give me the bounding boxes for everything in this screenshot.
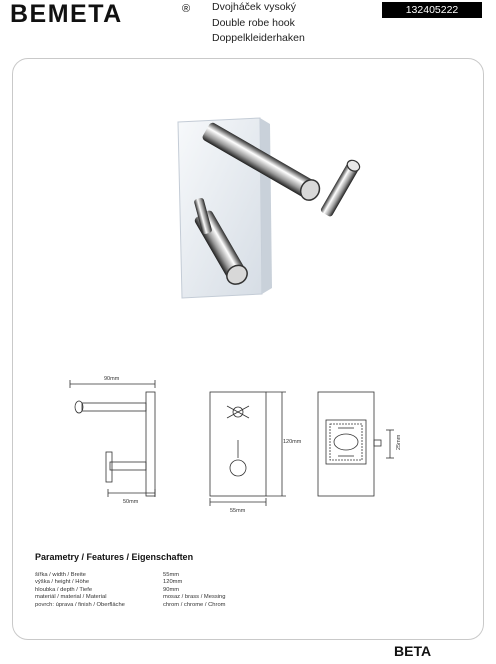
front-view — [210, 392, 286, 506]
dim-back-hole: 25mm — [396, 434, 402, 450]
title-english: Double robe hook — [212, 16, 295, 29]
dim-front-width: 55mm — [230, 508, 246, 514]
param-value: chrom / chrome / Chrom — [163, 601, 226, 608]
parameters-table — [35, 572, 295, 609]
dim-side-depth: 50mm — [123, 499, 139, 505]
dim-front-height: 120mm — [283, 439, 302, 445]
technical-drawing — [60, 370, 420, 514]
param-row — [35, 594, 295, 601]
param-value: 55mm — [163, 572, 180, 578]
param-label: výška / height / Höhe — [35, 579, 90, 586]
param-label: materiál / material / Material — [35, 594, 107, 601]
param-row — [35, 572, 295, 579]
title-czech: Dvojháček vysoký — [212, 1, 297, 13]
dim-side-width: 90mm — [104, 376, 120, 382]
bemeta-logo — [10, 0, 198, 26]
param-row — [35, 579, 295, 586]
param-value: 120mm — [163, 579, 183, 586]
series-name: BETA — [394, 643, 432, 659]
param-value: mosaz / brass / Messing — [163, 594, 226, 601]
param-value: 90mm — [163, 586, 180, 593]
product-code-badge: 132405222 — [382, 2, 482, 18]
parameters-heading: Parametry / Features / Eigenschaften — [35, 552, 194, 562]
side-view — [70, 380, 155, 497]
param-row — [35, 587, 295, 594]
param-label: hloubka / depth / Tiefe — [35, 586, 93, 593]
param-row — [35, 602, 295, 609]
product-photo — [160, 108, 360, 298]
upper-hook-pin — [320, 158, 362, 217]
back-view — [318, 392, 394, 496]
param-label: šířka / width / Breite — [35, 572, 86, 578]
brand-name: BEMETA — [10, 0, 123, 28]
product-titles — [212, 0, 382, 47]
title-german: Doppelkleiderhaken — [212, 32, 305, 44]
registered-mark: ® — [182, 3, 191, 15]
param-label: povrch: úprava / finish / Oberfläche — [35, 601, 125, 608]
